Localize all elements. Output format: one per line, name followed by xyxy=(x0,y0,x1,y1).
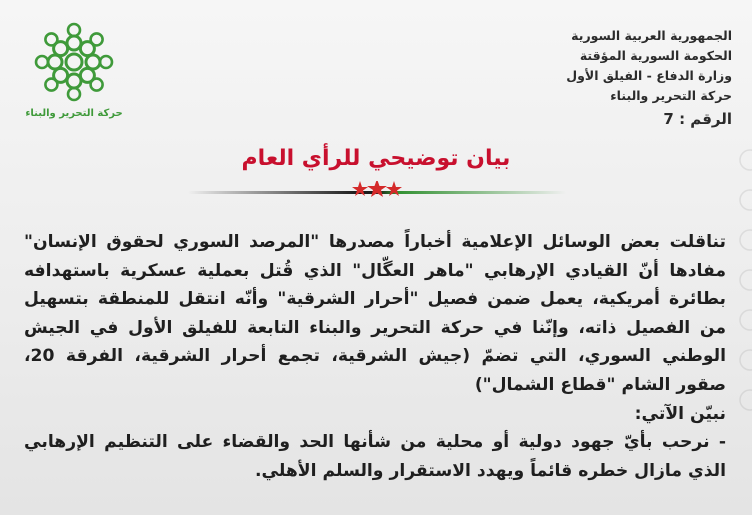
body-point-1: - نرحب بأيّ جهود دولية أو محلية من شأنها الحد والقضاء على التنظيم الإرهابي الذي مازال خطره قائماً ويهدد الاستقرار والسلم الأهلي. xyxy=(24,432,726,481)
flag-divider xyxy=(188,181,566,197)
star-pattern-icon xyxy=(22,22,126,108)
decorative-pattern-icon xyxy=(722,140,752,440)
statement-body xyxy=(24,228,726,485)
header-country: الجمهورية العربية السورية xyxy=(571,28,732,43)
logo-caption: حركة التحرير والبناء xyxy=(25,108,123,119)
header-ministry: وزارة الدفاع - الفيلق الأول xyxy=(566,68,732,83)
body-intro: نبيّن الآتي: xyxy=(634,403,726,424)
statement-number: الرقم : 7 xyxy=(663,110,732,128)
header-movement: حركة التحرير والبناء xyxy=(610,88,732,103)
statement-title: بيان توضيحي للرأي العام xyxy=(241,146,511,171)
star-icon xyxy=(352,181,402,197)
body-paragraph: تناقلت بعض الوسائل الإعلامية أخباراً مصدرها "المرصد السوري لحقوق الإنسان" مفادها أنّ القيادي الإرهابي "ماهر العگّال" الذي قُتل بعملية عسكرية باستهدافه بطائرة أمريكية، يعمل ضمن فصيل "أحرار الشرقية" وأنّه انتقل للمنطقة بتسهيل من الفصيل ذاته، وإنّنا في حركة التحرير والبناء التابعة للفيلق الأول في الجيش الوطني السوري، التي تضمّ (جيش الشرقية، تجمع أحرار الشرقية، الفرقة 20، صقور الشام "قطاع الشمال") xyxy=(24,232,726,395)
movement-logo xyxy=(22,22,126,118)
document-header xyxy=(482,26,732,129)
header-government: الحكومة السورية المؤقتة xyxy=(579,48,732,63)
